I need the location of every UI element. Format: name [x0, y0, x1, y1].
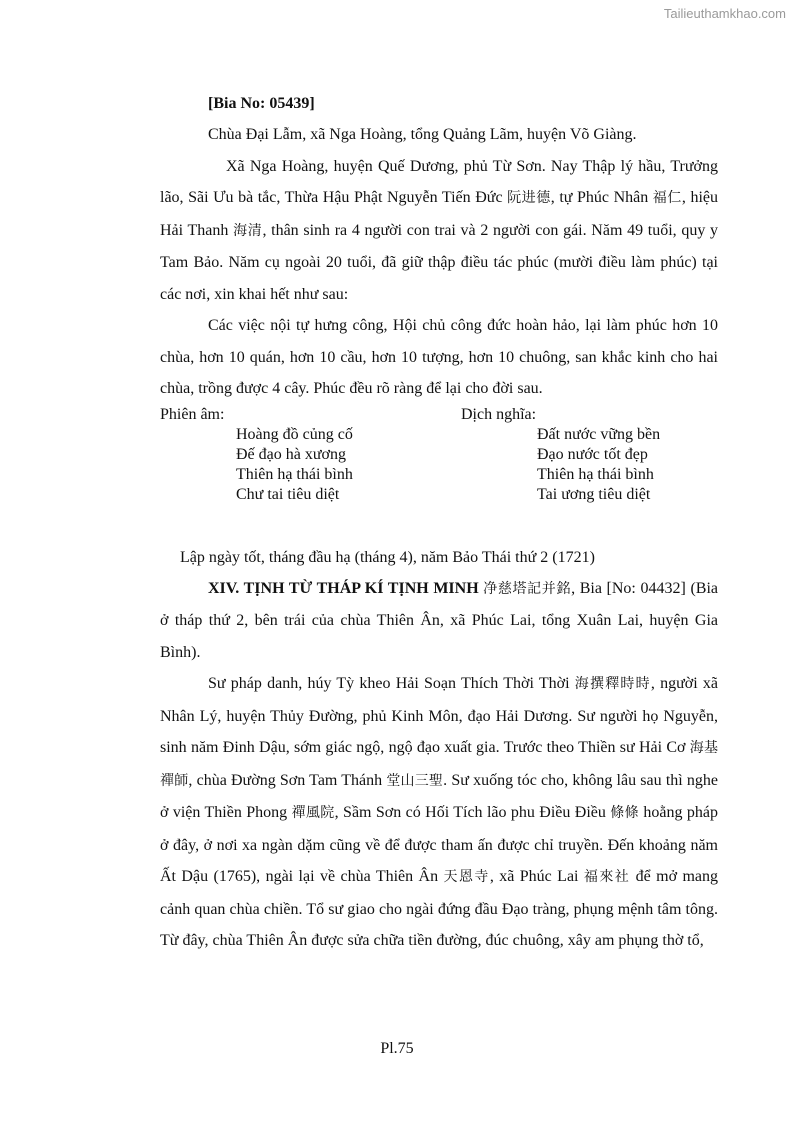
poem-line: Thiên hạ thái bình	[236, 465, 353, 483]
date-line: Lập ngày tốt, tháng đầu hạ (tháng 4), năm Bảo Thái thứ 2 (1721)	[180, 548, 595, 566]
translation-line: Tai ương tiêu diệt	[537, 485, 651, 503]
poem-line: Đế đạo hà xương	[236, 445, 346, 463]
poem-line: Hoàng đồ củng cố	[236, 425, 353, 443]
phien-am-label: Phiên âm:	[160, 405, 225, 423]
translation-line: Đất nước vững bền	[537, 425, 661, 443]
translation-line: Đạo nước tốt đẹp	[537, 445, 648, 463]
page-number: Pl.75	[380, 1040, 414, 1057]
document-page	[160, 88, 718, 957]
section-heading-cjk: 净慈塔記并銘	[483, 580, 572, 597]
dich-nghia-label: Dịch nghĩa:	[461, 405, 537, 423]
paragraph-3: Sư pháp danh, húy Tỳ kheo Hải Soạn Thích Thời Thời 海撰釋時時, người xã Nhân Lý, huyện Thủy Đường, phủ Kinh Môn, đạo Hải Dương. Sư người họ Nguyễn, sinh năm Đinh Dậu, sớm giác ngộ, ngộ đạo xuất gia. Trước theo Thiền sư Hải Cơ 海基禪師, chùa Đường Sơn Tam Thánh 堂山三聖. Sư xuống tóc cho, không lâu sau thì nghe ở viện Thiền Phong 禪風院, Sầm Sơn có Hối Tích lão phu Điều Điều 條條 hoằng pháp ở đây, ở nơi xa ngàn dặm cũng về để được tham ấn được chỉ truyền. Đến khoảng năm Ất Dậu (1765), ngài lại về chùa Thiên Ân 天恩寺, xã Phúc Lai 福來社 để mở mang cảnh quan chùa chiền. Tổ sư giao cho ngài đứng đầu Đạo tràng, phụng mệnh tâm tông. Từ đây, chùa Thiên Ân được sửa chữa tiền đường, đúc chuông, xây am phụng thờ tổ,	[160, 675, 719, 949]
poem-block	[160, 405, 718, 509]
section-heading: XIV. TỊNH TỪ THÁP KÍ TỊNH MINH	[208, 579, 479, 597]
poem-line: Chư tai tiêu diệt	[236, 485, 340, 503]
dich-nghia-column	[461, 405, 660, 505]
phien-am-column	[160, 405, 353, 505]
watermark: Tailieuthamkhao.com	[663, 6, 786, 21]
paragraph-2: Các việc nội tự hưng công, Hội chủ công đức hoàn hảo, lại làm phúc hơn 10 chùa, hơn 10 quán, hơn 10 cầu, hơn 10 tượng, hơn 10 chuông, san khắc kinh cho hai chùa, trồng được 4 cây. Phúc đều rõ ràng để lại cho đời sau.	[160, 317, 718, 397]
section-heading-paragraph: XIV. TỊNH TỪ THÁP KÍ TỊNH MINH 净慈塔記并銘, Bia [No: 04432] (Bia ở tháp thứ 2, bên trái của chùa Thiên Ân, xã Phúc Lai, tổng Xuân Lai, huyện Gia Bình).	[160, 579, 719, 661]
stele-title: [Bia No: 05439]	[208, 95, 315, 112]
translation-line: Thiên hạ thái bình	[537, 465, 654, 483]
location-line: Chùa Đại Lẫm, xã Nga Hoàng, tổng Quảng Lãm, huyện Võ Giàng.	[208, 126, 637, 143]
paragraph-1: Xã Nga Hoàng, huyện Quế Dương, phủ Từ Sơn. Nay Thập lý hầu, Trưởng lão, Sãi Ưu bà tắc, Thừa Hậu Phật Nguyễn Tiến Đức 阮进德, tự Phúc Nhân 福仁, hiệu Hải Thanh 海清, thân sinh ra 4 người con trai và 2 người con gái. Năm 49 tuổi, quy y Tam Bảo. Năm cụ ngoài 20 tuổi, đã giữ thập điều tác phúc (mười điều làm phúc) tại các nơi, xin khai hết như sau:	[160, 157, 719, 303]
